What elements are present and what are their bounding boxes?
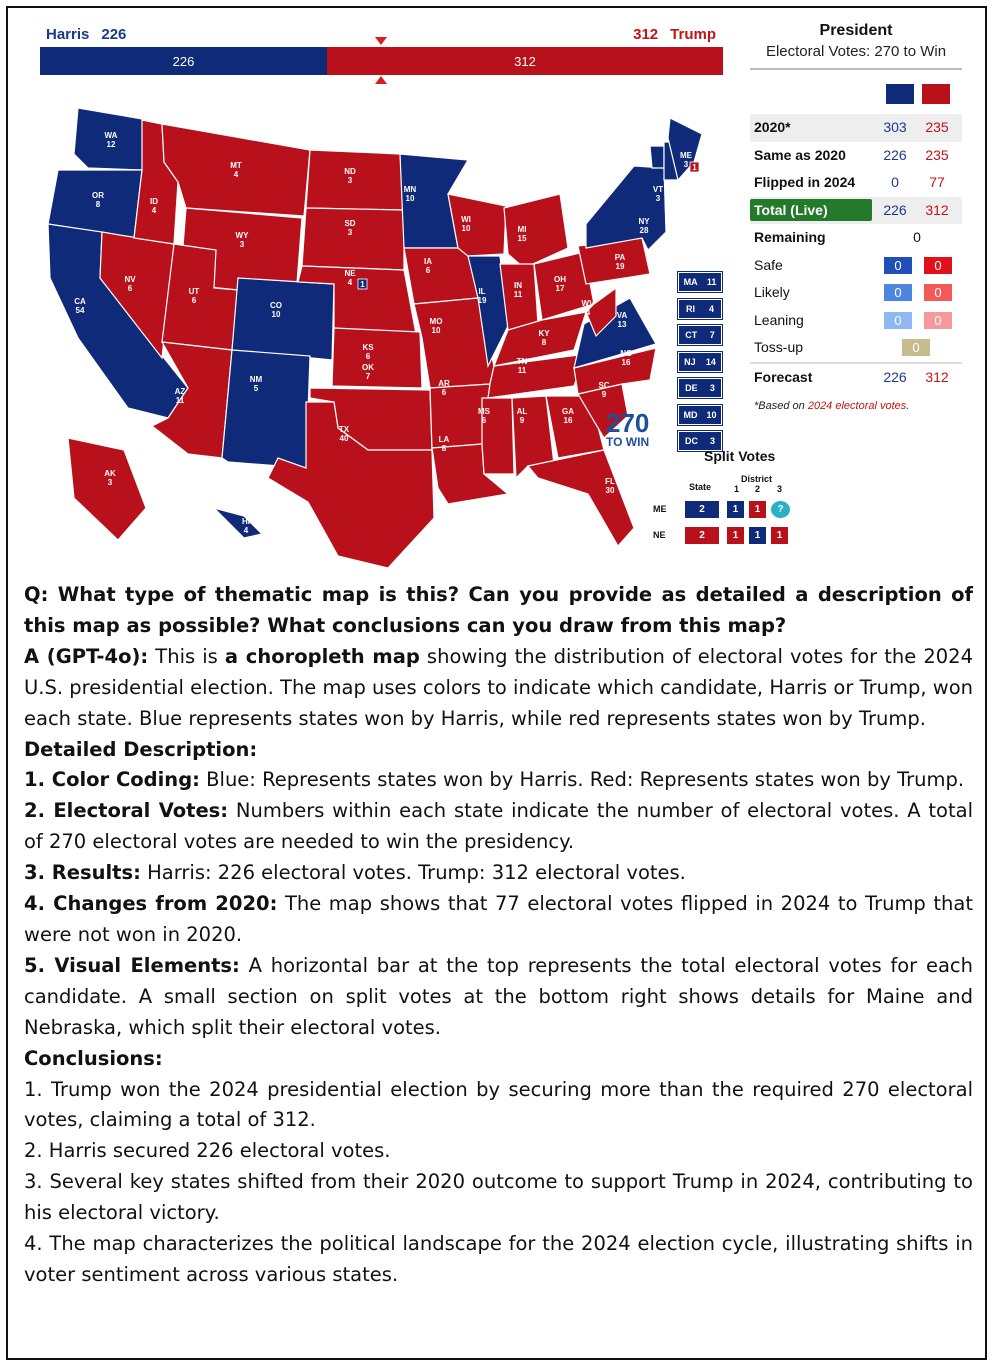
detail-item <box>24 858 973 889</box>
trump-total: 312 <box>633 26 659 43</box>
detail-text: Harris: 226 electoral votes. Trump: 312 electoral votes. <box>140 861 686 885</box>
state-label-in: IN <box>514 281 522 290</box>
state-label-sd: SD <box>344 219 356 228</box>
harris-value: 0 <box>884 284 912 301</box>
small-state-md[interactable] <box>678 405 722 425</box>
row-leaning <box>750 307 962 335</box>
state-hi[interactable] <box>214 508 262 538</box>
detail-item <box>24 889 973 951</box>
state-ev-ga: 16 <box>563 416 573 425</box>
detail-head: 5. Visual Elements: <box>24 953 240 977</box>
state-label-nh: NH <box>664 203 676 212</box>
state-label-id: ID <box>150 197 158 206</box>
state-label-ky: KY <box>538 329 550 338</box>
state-vt[interactable] <box>650 146 664 168</box>
state-ev-ks: 6 <box>365 352 371 361</box>
270-to-win-logo <box>606 408 649 449</box>
detail-item <box>24 796 973 858</box>
state-ks[interactable] <box>332 328 422 388</box>
conclusion-item: 2. Harris secured 226 electoral votes. <box>24 1139 391 1163</box>
harris-header <box>40 26 132 43</box>
win-marker-top <box>375 37 387 45</box>
small-state-ev: 11 <box>706 277 717 287</box>
detail-heading: Detailed Description: <box>24 737 258 761</box>
nebraska-district-ev: 1 <box>360 280 365 289</box>
state-ev-mt: 4 <box>233 170 239 179</box>
row-remaining <box>750 224 962 252</box>
state-ev-wa: 12 <box>106 140 116 149</box>
state-ev-tn: 11 <box>517 366 527 375</box>
small-state-ev: 3 <box>709 436 715 446</box>
state-ev-nv: 6 <box>127 284 133 293</box>
sidebar-title: President <box>819 22 893 39</box>
split-ne-d1: 1 <box>727 527 744 544</box>
detail-text: The map shows that 77 electoral votes flipped in 2024 to Trump that were not won in 2020. <box>24 892 973 946</box>
small-state-ri[interactable] <box>678 299 722 319</box>
split-ne-d3: 1 <box>771 527 788 544</box>
conclusion-item: 1. Trump won the 2024 presidential election by securing more than the required 270 electoral votes, claiming a total of 312. <box>24 1077 973 1132</box>
state-ev-or: 8 <box>95 200 101 209</box>
state-label-mi: MI <box>517 225 527 234</box>
state-ev-tx: 40 <box>339 434 349 443</box>
small-state-ma[interactable] <box>678 272 722 292</box>
detail-item <box>24 951 973 1044</box>
state-ev-sc: 9 <box>601 390 607 399</box>
state-ev-nh: 4 <box>667 212 673 221</box>
state-sd[interactable] <box>302 208 404 270</box>
state-fl[interactable] <box>528 450 634 546</box>
harris-value: 0 <box>891 174 899 190</box>
state-ev-co: 10 <box>271 310 281 319</box>
remaining-value: 0 <box>913 229 921 245</box>
note-suffix: . <box>906 400 910 412</box>
state-label-ne: NE <box>344 269 356 278</box>
state-label-fl: FL <box>605 477 615 486</box>
state-ev-ok: 7 <box>365 372 371 381</box>
small-state-ev: 4 <box>708 303 714 314</box>
state-label-co: CO <box>270 301 282 310</box>
answer-bold: a choropleth map <box>224 644 420 668</box>
note-prefix: *Based on <box>754 400 808 412</box>
conclusion-item: 4. The map characterizes the political landscape for the 2024 election cycle, illustrating shifts in voter sentiment across various states. <box>24 1232 973 1286</box>
harris-value: 0 <box>884 257 912 274</box>
note-link[interactable]: 2024 electoral votes <box>807 400 907 412</box>
state-ev-pa: 19 <box>615 262 625 271</box>
trump-value: 0 <box>924 312 952 329</box>
state-ev-ar: 6 <box>441 388 447 397</box>
detail-head: 2. Electoral Votes: <box>24 799 229 823</box>
state-label-ia: IA <box>424 257 432 266</box>
small-state-abbr: MD <box>683 409 698 420</box>
district-2-header: 2 <box>755 484 761 494</box>
answer-label: A (GPT-4o): <box>24 644 149 668</box>
small-state-abbr: DC <box>684 436 698 446</box>
trump-value: 0 <box>924 284 952 301</box>
detail-text: Numbers within each state indicate the number of electoral votes. A total of 270 electoral votes are needed to win the presidency. <box>24 799 973 854</box>
row-label: 2020* <box>754 119 791 135</box>
qa-text <box>24 580 973 1291</box>
split-ne-state: 2 <box>685 527 719 544</box>
state-ia[interactable] <box>404 248 478 304</box>
row-2020 <box>750 114 962 142</box>
small-state-ct[interactable] <box>678 325 722 345</box>
state-mi[interactable] <box>504 194 568 268</box>
state-ev-sd: 3 <box>347 228 353 237</box>
split-me-state: 2 <box>685 501 719 518</box>
state-label-nd: ND <box>344 167 356 176</box>
state-ev-vt: 3 <box>655 194 661 203</box>
split-me-d2: 1 <box>749 501 766 518</box>
question-text: Q: What type of thematic map is this? Can you provide as detailed a description of this map as possible? What conclusions can you draw from this map? <box>24 583 973 637</box>
row-label: Same as 2020 <box>754 146 846 163</box>
state-label-or: OR <box>92 191 104 200</box>
state-ev-wi: 10 <box>461 224 471 233</box>
state-label-il: IL <box>478 287 486 296</box>
state-label-tn: TN <box>516 357 528 366</box>
row-toss-up <box>750 334 962 362</box>
state-label-wy: WY <box>235 231 249 240</box>
row-same-as-2020 <box>750 142 962 170</box>
row-label: Leaning <box>754 311 804 328</box>
split-ne-d2: 1 <box>749 527 766 544</box>
conclusion-item: 3. Several key states shifted from their 2020 outcome to support Trump in 2024, contributing to his electoral victory. <box>24 1170 973 1225</box>
trump-value: 312 <box>925 368 949 385</box>
sidebar-divider <box>750 68 962 70</box>
state-ev-me: 3 <box>683 160 689 169</box>
harris-value: 226 <box>883 201 907 218</box>
state-nd[interactable] <box>306 150 404 210</box>
state-label-ks: KS <box>362 343 374 352</box>
small-state-abbr: CT <box>685 330 698 340</box>
small-states-list <box>678 272 722 458</box>
small-state-abbr: MA <box>683 277 698 287</box>
state-ev-mn: 10 <box>405 194 415 203</box>
results-table <box>750 114 962 391</box>
harris-swatch <box>886 84 914 104</box>
detail-head: 4. Changes from 2020: <box>24 892 278 916</box>
trump-value: 312 <box>925 201 949 218</box>
state-ev-id: 4 <box>151 206 157 215</box>
split-state-header: State <box>689 482 712 492</box>
trump-name: Trump <box>670 26 716 43</box>
state-ev-ky: 8 <box>541 338 547 347</box>
detail-item <box>24 765 973 796</box>
state-label-mt: MT <box>230 161 242 170</box>
conclusion-heading: Conclusions: <box>24 1046 163 1070</box>
state-label-tx: TX <box>338 425 350 434</box>
split-row-label-ne: NE <box>653 530 666 540</box>
state-label-al: AL <box>516 407 528 416</box>
state-ak[interactable] <box>68 438 146 540</box>
state-label-sc: SC <box>598 381 610 390</box>
harris-value: 226 <box>883 146 907 163</box>
state-label-me: ME <box>680 151 692 160</box>
party-swatches <box>886 84 958 109</box>
state-ev-al: 9 <box>519 416 525 425</box>
detail-text: Blue: Represents states won by Harris. Red: Represents states won by Trump. <box>199 768 965 792</box>
state-ny[interactable] <box>586 166 666 250</box>
row-label: Flipped in 2024 <box>754 174 856 190</box>
state-label-va: VA <box>616 311 628 320</box>
trump-value: 235 <box>925 119 949 135</box>
state-label-pa: PA <box>614 253 626 262</box>
state-ev-wy: 3 <box>239 240 245 249</box>
small-state-ev: 14 <box>705 356 716 367</box>
state-label-ar: AR <box>438 379 450 388</box>
row-label: Remaining <box>754 229 826 245</box>
small-state-ev: 10 <box>706 409 717 420</box>
trump-value: 0 <box>924 257 952 274</box>
state-label-la: LA <box>438 435 450 444</box>
sidebar-subtitle: Electoral Votes: 270 to Win <box>765 43 947 60</box>
state-label-wa: WA <box>104 131 118 140</box>
state-label-mn: MN <box>403 185 417 194</box>
state-ev-fl: 30 <box>605 486 615 495</box>
trump-bar: 312 <box>327 47 723 75</box>
state-label-ms: MS <box>478 407 490 416</box>
row-label: Safe <box>754 256 783 273</box>
state-label-ga: GA <box>562 407 574 416</box>
small-state-abbr: NJ <box>684 356 696 367</box>
map-panel <box>8 8 987 578</box>
state-ev-nc: 16 <box>621 358 631 367</box>
state-ev-az: 11 <box>175 396 185 405</box>
small-state-nj[interactable] <box>678 352 722 372</box>
logo-text: TO WIN <box>606 435 650 449</box>
state-ev-oh: 17 <box>555 284 565 293</box>
small-state-abbr: DE <box>685 383 698 393</box>
state-ev-wv: 4 <box>585 308 591 317</box>
state-label-ak: AK <box>104 469 116 478</box>
row-total-live <box>750 197 962 225</box>
harris-value: 0 <box>884 312 912 329</box>
state-label-wv: WV <box>581 299 595 308</box>
harris-value: 303 <box>883 119 907 135</box>
trump-value: 235 <box>925 146 949 163</box>
state-label-ok: OK <box>362 363 374 372</box>
state-label-mo: MO <box>429 317 443 326</box>
state-ev-ut: 6 <box>191 296 197 305</box>
state-label-ca: CA <box>74 297 86 306</box>
split-me-d3: ? <box>771 501 790 518</box>
detail-head: 1. Color Coding: <box>24 768 200 792</box>
harris-name: Harris <box>46 26 90 43</box>
toss-up-value: 0 <box>902 339 930 356</box>
trump-swatch <box>922 84 950 104</box>
state-ev-ms: 6 <box>481 416 487 425</box>
state-label-vt: VT <box>652 185 664 194</box>
state-ev-il: 19 <box>477 296 487 305</box>
state-label-hi: HI <box>242 517 250 526</box>
state-ev-va: 13 <box>617 320 627 329</box>
split-me-d1: 1 <box>727 501 744 518</box>
state-label-wi: WI <box>461 215 471 224</box>
row-label: Forecast <box>754 368 813 385</box>
results-sidebar <box>750 22 962 412</box>
state-ev-nd: 3 <box>347 176 353 185</box>
state-nm[interactable] <box>222 350 310 468</box>
logo-number: 270 <box>606 408 650 438</box>
state-ev-nm: 5 <box>253 384 259 393</box>
state-ev-in: 11 <box>513 290 523 299</box>
district-3-header: 3 <box>777 484 783 494</box>
state-ev-ca: 54 <box>75 306 85 315</box>
small-state-ev: 7 <box>709 330 715 340</box>
row-label: Toss-up <box>754 339 804 355</box>
state-label-nm: NM <box>249 375 263 384</box>
state-ev-ak: 3 <box>107 478 113 487</box>
state-label-nv: NV <box>124 275 136 284</box>
sidebar-footnote <box>754 400 909 412</box>
state-label-ny: NY <box>638 217 650 226</box>
row-flipped <box>750 169 962 197</box>
trump-header <box>608 26 722 43</box>
answer-pre: This is <box>148 644 225 668</box>
state-label-az: AZ <box>174 387 186 396</box>
split-district-header: District <box>741 474 773 484</box>
maine-district-ev: 1 <box>692 163 697 172</box>
split-row-label-me: ME <box>653 504 667 514</box>
detail-head: 3. Results: <box>24 861 141 885</box>
state-label-ut: UT <box>188 287 200 296</box>
small-state-ev: 3 <box>709 383 715 393</box>
harris-bar: 226 <box>40 47 327 75</box>
split-votes-title: Split Votes <box>704 448 776 464</box>
total-live-badge: Total (Live) <box>750 199 872 221</box>
state-label-oh: OH <box>554 275 566 284</box>
district-1-header: 1 <box>734 484 740 494</box>
state-ev-ny: 28 <box>639 226 649 235</box>
row-safe <box>750 252 962 280</box>
state-ev-ia: 6 <box>425 266 431 275</box>
answer-post: showing the distribution of electoral votes for the 2024 U.S. presidential election. The map uses colors to indicate which candidate, Harris or Trump, won each state. Blue represents states won by Harris, while red represents states won by Trump. <box>24 644 973 730</box>
state-ev-ne: 4 <box>347 278 353 287</box>
small-state-abbr: RI <box>685 303 695 314</box>
state-ev-la: 8 <box>441 444 447 453</box>
state-co[interactable] <box>232 278 334 360</box>
row-likely <box>750 279 962 307</box>
state-ev-hi: 4 <box>243 526 249 535</box>
state-ev-mi: 15 <box>517 234 527 243</box>
harris-value: 226 <box>883 368 907 385</box>
answer-paragraph <box>24 642 973 735</box>
state-label-nc: NC <box>620 349 632 358</box>
detail-text: A horizontal bar at the top represents the total electoral votes for each candidate. A small section on split votes at the bottom right shows details for Maine and Nebraska, which split their electoral votes. <box>24 953 973 1039</box>
small-state-de[interactable] <box>678 378 722 398</box>
trump-value: 77 <box>929 174 945 190</box>
row-forecast <box>750 362 962 392</box>
harris-total: 226 <box>101 26 127 43</box>
win-marker-bottom <box>375 76 387 84</box>
row-label: Likely <box>754 284 790 300</box>
state-ev-mo: 10 <box>431 326 441 335</box>
